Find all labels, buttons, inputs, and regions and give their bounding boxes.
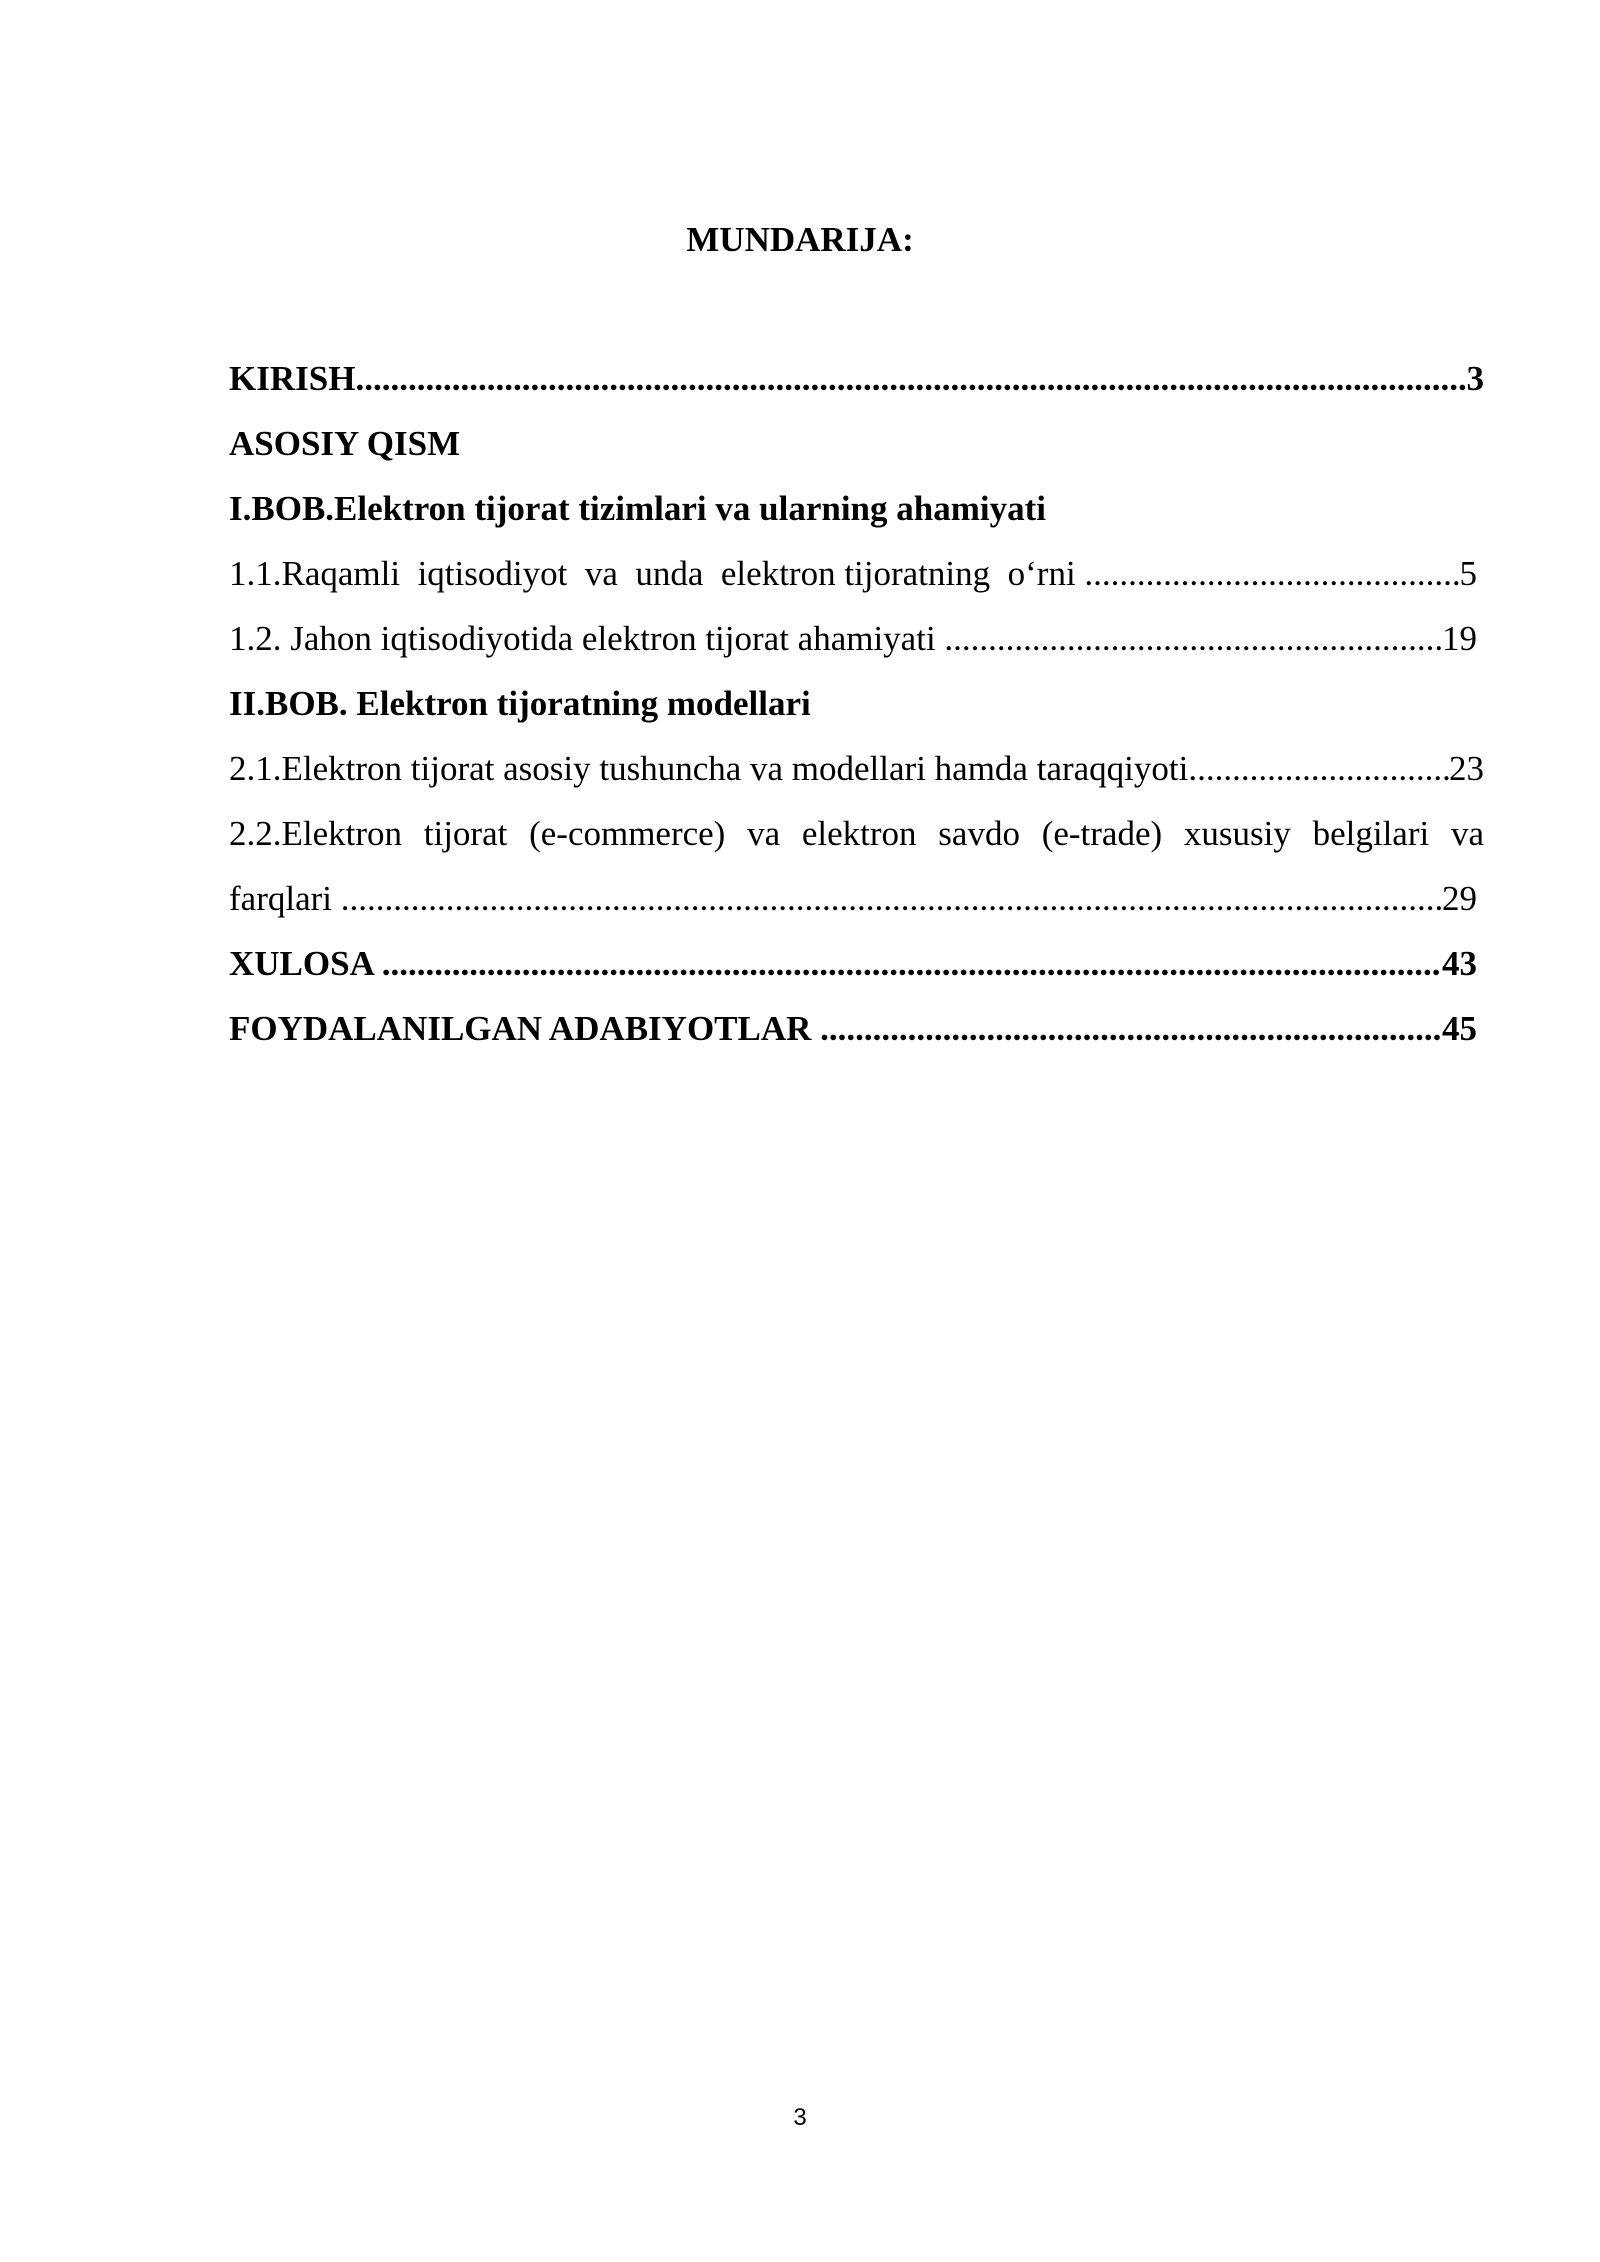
toc-title: MUNDARIJA:: [686, 220, 914, 259]
toc-entry-2-2-line-2: [229, 866, 1477, 931]
toc-heading-chapter-1: [229, 476, 1484, 541]
toc-entry-label: 2.1.Elektron tijorat asosiy tushuncha va modellari hamda taraqqiyoti: [229, 749, 1189, 788]
toc-entry-kirish: [229, 346, 1484, 411]
toc-entry-label: ASOSIY QISM: [229, 424, 461, 463]
dot-leader: [1188, 736, 1449, 801]
dot-leader: [341, 866, 1442, 931]
toc-entry-label: XULOSA: [229, 944, 382, 983]
toc-entry-label: FOYDALANILGAN ADABIYOTLAR: [229, 1009, 821, 1048]
toc-entry-label: I.BOB.Elektron tijorat tizimlari va ularning ahamiyati: [229, 489, 1046, 528]
toc-entry-foydalanilgan-adabiyotlar: [229, 996, 1477, 1061]
dot-leader: [382, 931, 1442, 996]
toc-entry-xulosa: [229, 931, 1477, 996]
toc-entry-page: 29: [1442, 879, 1477, 918]
toc-entry-2-1: [229, 736, 1484, 801]
toc-entry-label: KIRISH: [229, 359, 356, 398]
toc-entry-page: 19: [1442, 619, 1477, 658]
toc-entry-1-2: [229, 606, 1477, 671]
dot-leader: [820, 996, 1442, 1061]
toc-entry-1-1: [229, 541, 1477, 606]
toc-entry-label: 1.1.Raqamli iqtisodiyot va unda elektron tijoratning o‘rni: [229, 554, 1085, 593]
toc-entry-page: 43: [1442, 944, 1477, 983]
toc-entry-page: 5: [1459, 554, 1477, 593]
toc-entry-page: 45: [1442, 1009, 1477, 1048]
toc-heading-asosiy-qism: [229, 411, 1484, 476]
toc-entry-label: 2.2.Elektron tijorat (e-commerce) va elektron savdo (e-trade) xususiy belgilari va: [229, 814, 1484, 853]
dot-leader: [944, 606, 1442, 671]
toc-entry-label: II.BOB. Elektron tijoratning modellari: [229, 684, 811, 723]
toc-entry-label: farqlari: [229, 879, 341, 918]
dot-leader: [355, 346, 1466, 411]
table-of-contents: [229, 346, 1484, 1061]
toc-entry-page: 23: [1449, 749, 1484, 788]
toc-entry-label: 1.2. Jahon iqtisodiyotida elektron tijorat ahamiyati: [229, 619, 945, 658]
toc-heading-chapter-2: [229, 671, 1484, 736]
toc-entry-page: 3: [1466, 359, 1484, 398]
dot-leader: [1084, 541, 1459, 606]
toc-entry-2-2-line-1: [229, 801, 1484, 866]
page-number: 3: [793, 2104, 807, 2131]
